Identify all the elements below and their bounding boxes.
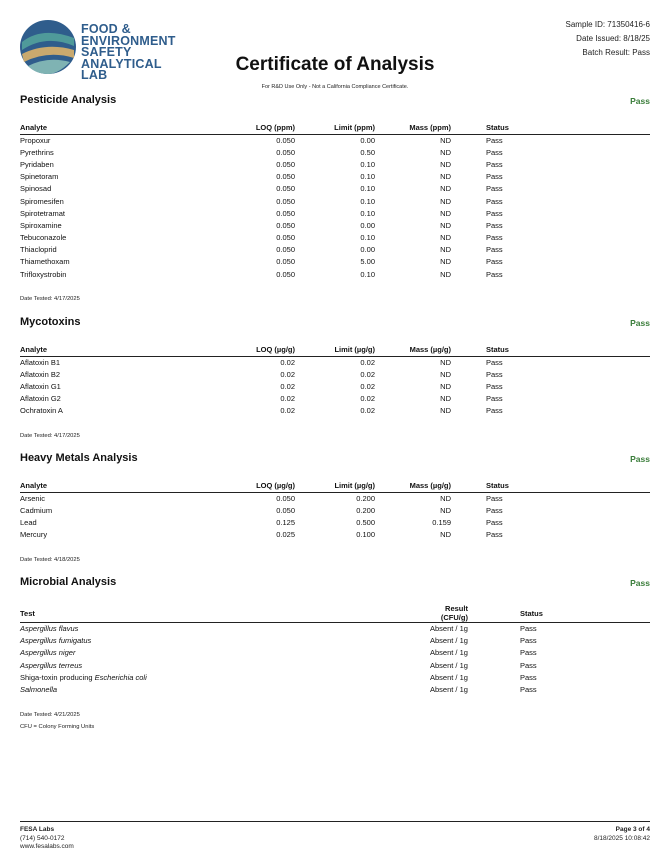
- col-header: Analyte: [20, 480, 234, 492]
- table-row: [20, 195, 650, 207]
- footer-phone: (714) 540-0172: [20, 834, 65, 842]
- limit-cell: 0.200: [356, 493, 375, 503]
- mass-cell: 0.159: [432, 517, 451, 527]
- status-cell: Pass: [486, 517, 503, 527]
- date-tested: Date Tested: 4/17/2025: [20, 432, 80, 439]
- limit-cell: 0.10: [360, 172, 375, 182]
- col-header: Analyte: [20, 344, 234, 356]
- analyte-cell: Tebuconazole: [20, 233, 67, 243]
- table-row: [20, 219, 650, 231]
- section-result: Pass: [630, 454, 650, 464]
- loq-cell: 0.050: [276, 147, 295, 157]
- table-row: [20, 183, 650, 195]
- date-tested: Date Tested: 4/17/2025: [20, 296, 80, 303]
- analyte-cell: Spinosad: [20, 184, 52, 194]
- mass-cell: ND: [440, 394, 451, 404]
- limit-cell: 0.10: [360, 184, 375, 194]
- analyte-cell: Trifloxystrobin: [20, 269, 67, 279]
- status-cell: Pass: [486, 530, 503, 540]
- col-header: Analyte: [20, 122, 234, 134]
- table-row: [20, 244, 650, 256]
- table-header-row: [20, 122, 650, 134]
- mass-cell: ND: [440, 369, 451, 379]
- analyte-cell: Thiacloprid: [20, 245, 57, 255]
- page-title: Certificate of Analysis: [235, 54, 435, 75]
- result-cell: Absent / 1g: [430, 636, 468, 646]
- table-row: [20, 659, 650, 671]
- test-cell: [20, 647, 430, 659]
- mass-cell: ND: [440, 135, 451, 145]
- table-row: [20, 492, 650, 504]
- status-cell: Pass: [486, 357, 503, 367]
- mass-cell: ND: [440, 147, 451, 157]
- col-header: Mass (µg/g): [375, 344, 451, 356]
- col-header: Mass (µg/g): [375, 480, 451, 492]
- footer-website: www.fesalabs.com: [20, 843, 74, 850]
- result-cell: Absent / 1g: [430, 660, 468, 670]
- mass-cell: ND: [440, 196, 451, 206]
- limit-cell: 0.00: [360, 245, 375, 255]
- table-row: [20, 232, 650, 244]
- analyte-cell: Aflatoxin G1: [20, 381, 61, 391]
- analyte-cell: Spiromesifen: [20, 196, 64, 206]
- col-header: Status: [468, 604, 650, 623]
- status-cell: Pass: [486, 208, 503, 218]
- test-cell: [20, 671, 430, 683]
- analyte-cell: Thiamethoxam: [20, 257, 70, 267]
- table-row: [20, 635, 650, 647]
- limit-cell: 0.500: [356, 517, 375, 527]
- date-tested: Date Tested: 4/21/2025: [20, 711, 80, 718]
- status-cell: Pass: [486, 505, 503, 515]
- mass-cell: ND: [440, 530, 451, 540]
- limit-cell: 0.02: [360, 406, 375, 416]
- organism-name: Aspergillus terreus: [20, 660, 83, 670]
- loq-cell: 0.02: [280, 394, 295, 404]
- microbial-table: [20, 604, 650, 696]
- limit-cell: 0.10: [360, 269, 375, 279]
- analyte-cell: Spirotetramat: [20, 208, 66, 218]
- loq-cell: 0.050: [276, 135, 295, 145]
- status-cell: Pass: [486, 369, 503, 379]
- loq-cell: 0.02: [280, 357, 295, 367]
- section-title: Microbial Analysis: [20, 576, 117, 588]
- section-result: Pass: [630, 578, 650, 588]
- status-cell: Pass: [486, 257, 503, 267]
- analyte-cell: Aflatoxin B2: [20, 369, 61, 379]
- result-cell: Absent / 1g: [430, 648, 468, 658]
- batch-result: Batch Result: Pass: [582, 48, 650, 57]
- date-issued: Date Issued: 8/18/25: [576, 34, 650, 43]
- status-cell: Pass: [486, 147, 503, 157]
- loq-cell: 0.02: [280, 369, 295, 379]
- limit-cell: 0.02: [360, 381, 375, 391]
- organism-name: Aspergillus flavus: [20, 624, 79, 634]
- col-header: Status: [451, 122, 650, 134]
- analyte-cell: Aflatoxin G2: [20, 394, 61, 404]
- limit-cell: 0.50: [360, 147, 375, 157]
- section-result: Pass: [630, 318, 650, 328]
- loq-cell: 0.050: [276, 184, 295, 194]
- table-row: [20, 623, 650, 635]
- col-header: Status: [451, 344, 650, 356]
- table-header-row: [20, 344, 650, 356]
- col-header: LOQ (µg/g): [234, 480, 295, 492]
- col-header: Status: [451, 480, 650, 492]
- table-row: [20, 393, 650, 405]
- mycotoxins-table: [20, 344, 650, 417]
- table-row: [20, 504, 650, 516]
- heavy-metals-section: [20, 452, 650, 563]
- loq-cell: 0.050: [276, 159, 295, 169]
- analyte-cell: Arsenic: [20, 493, 46, 503]
- limit-cell: 0.100: [356, 530, 375, 540]
- pesticide-section: [20, 94, 650, 302]
- test-cell: [20, 683, 430, 695]
- loq-cell: 0.050: [276, 220, 295, 230]
- result-cell: Absent / 1g: [430, 624, 468, 634]
- microbial-section: [20, 576, 650, 730]
- status-cell: Pass: [486, 381, 503, 391]
- loq-cell: 0.125: [276, 517, 295, 527]
- loq-cell: 0.050: [276, 172, 295, 182]
- page-footer: [20, 821, 650, 852]
- mass-cell: ND: [440, 245, 451, 255]
- organism-name: Salmonella: [20, 685, 58, 695]
- mass-cell: ND: [440, 493, 451, 503]
- col-header: Limit (µg/g): [295, 344, 375, 356]
- table-row: [20, 256, 650, 268]
- analyte-cell: Mercury: [20, 530, 48, 540]
- table-row: [20, 268, 650, 280]
- mass-cell: ND: [440, 208, 451, 218]
- mass-cell: ND: [440, 184, 451, 194]
- table-row: [20, 134, 650, 146]
- status-cell: Pass: [519, 672, 537, 682]
- status-cell: Pass: [519, 624, 537, 634]
- status-cell: Pass: [486, 196, 503, 206]
- pesticide-table: [20, 122, 650, 280]
- limit-cell: 0.10: [360, 233, 375, 243]
- status-cell: Pass: [519, 648, 537, 658]
- table-row: [20, 647, 650, 659]
- loq-cell: 0.050: [276, 245, 295, 255]
- mass-cell: ND: [440, 172, 451, 182]
- analyte-cell: Spinetoram: [20, 172, 59, 182]
- mass-cell: ND: [440, 233, 451, 243]
- lab-logo-text: FOOD & ENVIRONMENT SAFETY ANALYTICAL LAB: [81, 22, 176, 82]
- table-row: [20, 207, 650, 219]
- col-header: Limit (ppm): [295, 122, 375, 134]
- status-cell: Pass: [519, 636, 537, 646]
- rnd-note: For R&D Use Only - Not a California Compliance Certificate.: [261, 84, 409, 90]
- mycotoxins-section: [20, 316, 650, 439]
- loq-cell: 0.02: [280, 406, 295, 416]
- status-cell: Pass: [486, 493, 503, 503]
- test-cell: [20, 659, 430, 671]
- loq-cell: 0.025: [276, 530, 295, 540]
- table-row: [20, 516, 650, 528]
- table-header-row: [20, 480, 650, 492]
- table-row: [20, 368, 650, 380]
- test-prefix: Shiga-toxin producing: [20, 672, 95, 682]
- status-cell: Pass: [486, 245, 503, 255]
- loq-cell: 0.02: [280, 381, 295, 391]
- footer-timestamp: 8/18/2025 10:08:42: [593, 834, 650, 842]
- analyte-cell: Spiroxamine: [20, 220, 62, 230]
- test-cell: [20, 623, 430, 635]
- table-row: [20, 380, 650, 392]
- table-row: [20, 671, 650, 683]
- mass-cell: ND: [440, 159, 451, 169]
- loq-cell: 0.050: [276, 505, 295, 515]
- mass-cell: ND: [440, 357, 451, 367]
- mass-cell: ND: [440, 269, 451, 279]
- page-number: Page 3 of 4: [615, 826, 650, 833]
- col-header: LOQ (µg/g): [234, 344, 295, 356]
- test-cell: [20, 635, 430, 647]
- table-row: [20, 171, 650, 183]
- status-cell: Pass: [519, 660, 537, 670]
- loq-cell: 0.050: [276, 208, 295, 218]
- organism-name: Escherichia coli: [94, 672, 147, 682]
- status-cell: Pass: [486, 135, 503, 145]
- loq-cell: 0.050: [276, 257, 295, 267]
- section-title: Heavy Metals Analysis: [20, 452, 138, 464]
- organism-name: Aspergillus fumigatus: [20, 636, 92, 646]
- analyte-cell: Pyridaben: [20, 159, 54, 169]
- table-row: [20, 158, 650, 170]
- status-cell: Pass: [486, 269, 503, 279]
- limit-cell: 0.10: [360, 159, 375, 169]
- limit-cell: 0.02: [360, 357, 375, 367]
- analyte-cell: Pyrethrins: [20, 147, 54, 157]
- limit-cell: 0.02: [360, 394, 375, 404]
- limit-cell: 0.00: [360, 135, 375, 145]
- mass-cell: ND: [440, 406, 451, 416]
- limit-cell: 0.02: [360, 369, 375, 379]
- loq-cell: 0.050: [276, 233, 295, 243]
- status-cell: Pass: [486, 172, 503, 182]
- mass-cell: ND: [440, 505, 451, 515]
- limit-cell: 5.00: [360, 257, 375, 267]
- status-cell: Pass: [519, 685, 537, 695]
- col-header: Limit (µg/g): [295, 480, 375, 492]
- sample-id: Sample ID: 71350416-6: [565, 20, 650, 29]
- section-title: Mycotoxins: [20, 316, 81, 328]
- limit-cell: 0.10: [360, 196, 375, 206]
- table-row: [20, 405, 650, 417]
- section-title: Pesticide Analysis: [20, 94, 117, 106]
- loq-cell: 0.050: [276, 493, 295, 503]
- status-cell: Pass: [486, 394, 503, 404]
- analyte-cell: Lead: [20, 517, 37, 527]
- status-cell: Pass: [486, 406, 503, 416]
- table-row: [20, 683, 650, 695]
- table-header-row: [20, 604, 650, 623]
- mass-cell: ND: [440, 220, 451, 230]
- table-row: [20, 146, 650, 158]
- analyte-cell: Propoxur: [20, 135, 51, 145]
- limit-cell: 0.00: [360, 220, 375, 230]
- loq-cell: 0.050: [276, 196, 295, 206]
- mass-cell: ND: [440, 381, 451, 391]
- col-header: LOQ (ppm): [234, 122, 295, 134]
- table-row: [20, 529, 650, 541]
- status-cell: Pass: [486, 159, 503, 169]
- analyte-cell: Cadmium: [20, 505, 53, 515]
- heavy-metals-table: [20, 480, 650, 541]
- limit-cell: 0.10: [360, 208, 375, 218]
- footer-lab-name: FESA Labs: [20, 826, 55, 833]
- result-cell: Absent / 1g: [430, 672, 468, 682]
- col-header: Mass (ppm): [375, 122, 451, 134]
- result-cell: Absent / 1g: [430, 685, 468, 695]
- organism-name: Aspergillus niger: [20, 648, 76, 658]
- date-tested: Date Tested: 4/18/2025: [20, 556, 80, 563]
- limit-cell: 0.200: [356, 505, 375, 515]
- analyte-cell: Ochratoxin A: [20, 406, 63, 416]
- table-row: [20, 356, 650, 368]
- mass-cell: ND: [440, 257, 451, 267]
- status-cell: Pass: [486, 233, 503, 243]
- col-header: Result (CFU/g): [430, 604, 468, 623]
- section-result: Pass: [630, 96, 650, 106]
- loq-cell: 0.050: [276, 269, 295, 279]
- status-cell: Pass: [486, 220, 503, 230]
- col-header: Test: [20, 604, 430, 623]
- cfu-note: CFU = Colony Forming Units: [20, 723, 95, 730]
- analyte-cell: Aflatoxin B1: [20, 357, 61, 367]
- status-cell: Pass: [486, 184, 503, 194]
